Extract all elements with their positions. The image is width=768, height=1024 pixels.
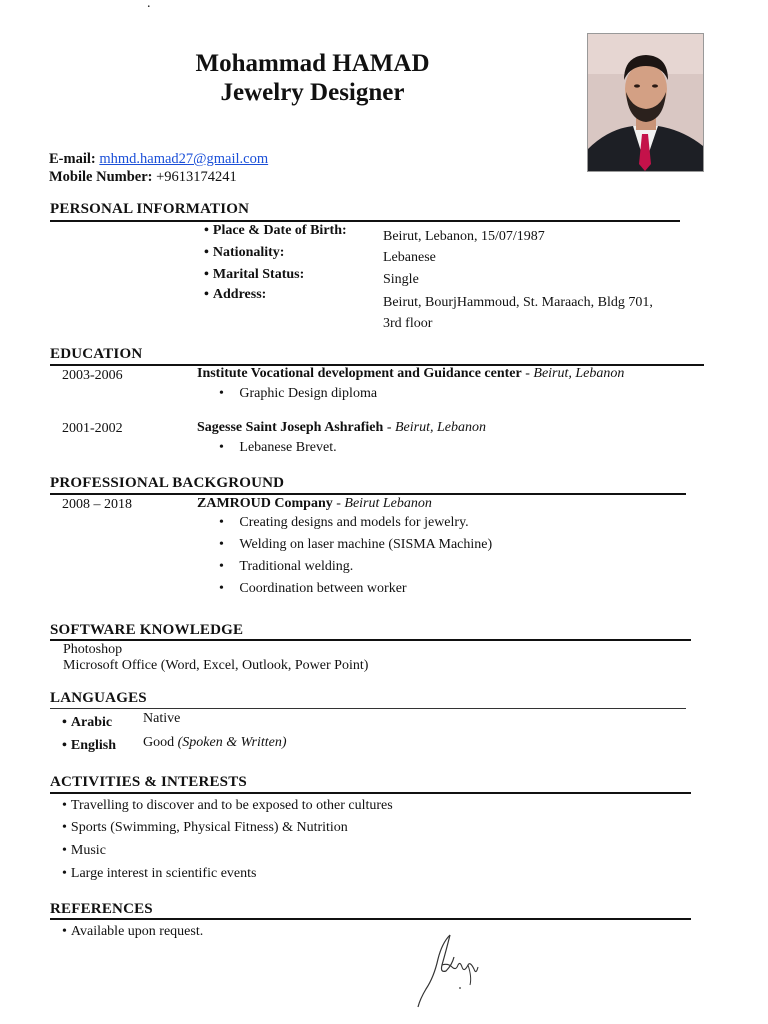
email-line: [49, 150, 268, 168]
professional-bullet-text-4: Coordination between worker: [239, 581, 407, 596]
email-label: E-mail:: [49, 151, 96, 167]
education-bullet-2: [219, 439, 337, 457]
software-item-1: Photoshop: [63, 642, 123, 657]
mobile-label: Mobile Number:: [49, 169, 153, 185]
personal-heading: PERSONAL INFORMATION: [50, 201, 250, 217]
professional-bullet-1: [219, 514, 469, 532]
personal-rule: [50, 220, 680, 222]
language-name-2: • English: [62, 737, 116, 755]
signature-image: [412, 925, 492, 1010]
personal-value-address: Beirut, BourjHammoud, St. Maraach, Bldg 701,: [383, 295, 653, 310]
education-years-1: 2003-2006: [62, 368, 123, 383]
professional-bullet-text-1: Creating designs and models for jewelry.: [239, 515, 469, 530]
portrait-illustration: [588, 34, 703, 171]
language-level-2-value: Good: [143, 735, 175, 750]
activity-item-3: • Music: [62, 842, 106, 860]
activity-item-4: • Large interest in scientific events: [62, 865, 256, 883]
education-sep-1: -: [521, 366, 534, 381]
job-title: Jewelry Designer: [220, 79, 405, 106]
education-heading: EDUCATION: [50, 346, 143, 362]
personal-label-address: • Address:: [204, 286, 266, 304]
education-entry-1: [197, 365, 624, 383]
software-rule: [50, 639, 691, 641]
profile-photo: [587, 33, 704, 172]
mobile-line: [49, 168, 237, 186]
bullet-dot: •: [219, 537, 224, 552]
bullet-dot: •: [219, 440, 224, 455]
mobile-value: +9613174241: [156, 169, 237, 185]
language-name-1: • Arabic: [62, 714, 112, 732]
stray-mark: .: [147, 0, 151, 11]
professional-bullet-3: [219, 558, 353, 576]
resume-header: [150, 49, 475, 107]
bullet-dot: •: [219, 515, 224, 530]
language-level-2: [143, 734, 287, 752]
education-years-2: 2001-2002: [62, 421, 123, 436]
language-level-2-note: (Spoken & Written): [177, 735, 287, 750]
professional-bullet-2: [219, 536, 492, 554]
education-institution-1: Institute Vocational development and Guidance center: [197, 366, 522, 381]
professional-location: Beirut Lebanon: [344, 496, 432, 511]
activities-rule: [50, 792, 691, 794]
personal-label-marital: • Marital Status:: [204, 266, 304, 284]
professional-bullet-text-2: Welding on laser machine (SISMA Machine): [239, 537, 493, 552]
education-bullet-text-1: Graphic Design diploma: [239, 386, 378, 401]
person-name: Mohammad HAMAD: [195, 50, 430, 77]
bullet-dot: •: [219, 386, 224, 401]
software-item-2: Microsoft Office (Word, Excel, Outlook, Power Point): [63, 658, 369, 673]
personal-value-nationality: Lebanese: [383, 250, 436, 265]
education-sep-2: -: [383, 420, 395, 435]
personal-value-address-2: 3rd floor: [383, 316, 433, 331]
activity-item-2: • Sports (Swimming, Physical Fitness) & Nutrition: [62, 819, 348, 837]
activities-heading: ACTIVITIES & INTERESTS: [50, 774, 247, 790]
education-institution-2: Sagesse Saint Joseph Ashrafieh: [197, 420, 384, 435]
professional-sep: -: [332, 496, 345, 511]
education-bullet-1: [219, 385, 377, 403]
personal-value-marital: Single: [383, 272, 419, 287]
languages-rule: [50, 708, 686, 709]
personal-label-nationality: • Nationality:: [204, 244, 284, 262]
professional-entry: [197, 495, 432, 513]
reference-item-1: • Available upon request.: [62, 923, 203, 941]
education-entry-2: [197, 419, 486, 437]
activity-item-1: • Travelling to discover and to be exposed to other cultures: [62, 797, 393, 815]
professional-bullet-text-3: Traditional welding.: [239, 559, 354, 574]
email-link[interactable]: mhmd.hamad27@gmail.com: [99, 151, 269, 167]
software-heading: SOFTWARE KNOWLEDGE: [50, 622, 244, 638]
professional-years: 2008 – 2018: [62, 497, 132, 512]
personal-label-birth: • Place & Date of Birth:: [204, 222, 347, 240]
bullet-dot: •: [219, 559, 224, 574]
education-location-1: Beirut, Lebanon: [533, 366, 625, 381]
language-level-1: Native: [143, 711, 181, 726]
references-heading: REFERENCES: [50, 901, 153, 917]
professional-bullet-4: [219, 580, 407, 598]
education-location-2: Beirut, Lebanon: [394, 420, 486, 435]
references-rule: [50, 918, 691, 920]
languages-heading: LANGUAGES: [50, 690, 147, 706]
education-bullet-text-2: Lebanese Brevet.: [239, 440, 337, 455]
bullet-dot: •: [219, 581, 224, 596]
professional-heading: PROFESSIONAL BACKGROUND: [50, 475, 285, 491]
professional-company: ZAMROUD Company: [197, 496, 333, 511]
personal-value-birth: Beirut, Lebanon, 15/07/1987: [383, 229, 545, 244]
